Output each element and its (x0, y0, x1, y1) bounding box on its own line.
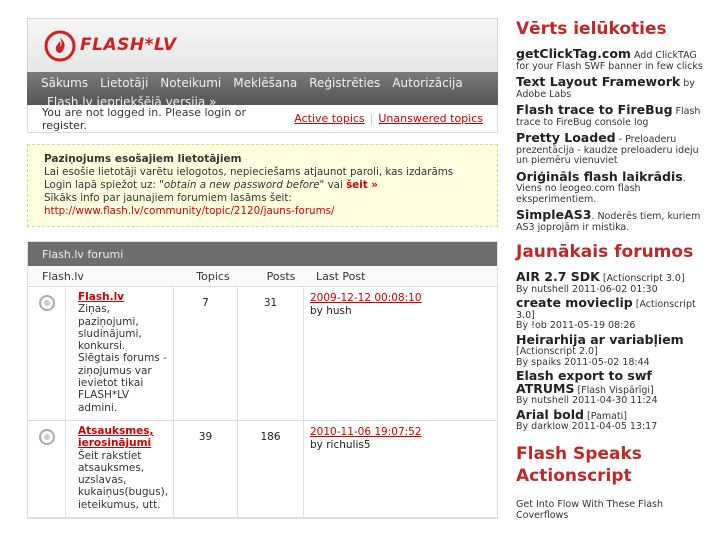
announcement-emphasis: "obtain a new password before" (159, 179, 325, 191)
nav-item-rules[interactable]: Noteikumi (160, 76, 222, 90)
topic-link[interactable]: Heirarhija ar variabļiem (516, 331, 684, 347)
forum-title-link[interactable]: Atsauksmes, ierosinājumi (78, 424, 154, 450)
forum-description: Šeit rakstiet atsauksmes, uzslavas, kukaiņus(bugus), ieteikumus, utt. (78, 449, 169, 511)
announcement-line: Login lapā spiežot uz: "obtain a new password before" vai šeit » (44, 179, 378, 191)
table-row (28, 421, 497, 518)
flash-speaks-title: Flash Speaks Actionscript (516, 443, 642, 486)
list-item: Heirarhija ar variabļiem [Actionscript 2.0] By spaiks 2011-05-02 18:44 (516, 331, 684, 368)
forum-table (27, 241, 498, 519)
login-message: You are not logged in. Please login or register. (42, 105, 247, 132)
nav-item-home[interactable]: Sākums (41, 76, 89, 90)
new-forum-info-link[interactable]: http://www.flash.lv/community/topic/2120/jauns-forums/ (44, 205, 335, 217)
nav-item-register[interactable]: Reģistrēties (309, 76, 381, 90)
post-count: 186 (238, 421, 304, 517)
announcement-box (27, 144, 498, 227)
active-topics-link[interactable]: Active topics (294, 112, 365, 125)
topic-meta: By darklow 2011-04-05 13:17 (516, 421, 658, 432)
header (27, 18, 498, 72)
column-topics: Topics (196, 269, 230, 283)
nav-item-search[interactable]: Meklēšana (233, 76, 298, 90)
worth-link[interactable]: SimpleAS3 (516, 207, 592, 222)
topic-meta: By !ob 2011-05-19 08:26 (516, 320, 636, 331)
list-item: Flash trace to FireBug Flash trace to FireBug console log (516, 102, 701, 128)
announcement-title: Paziņojums esošajiem lietotājiem (44, 153, 242, 165)
worth-link[interactable]: Flash trace to FireBug (516, 102, 673, 117)
topic-link[interactable]: create movieclip (516, 295, 633, 310)
unanswered-topics-link[interactable]: Unanswered topics (378, 112, 483, 125)
topic-link[interactable]: Elash export to swf ATRUMS (516, 368, 652, 396)
announcement-line: Sīkāks info par jaunajiem forumiem lasāms šeit: (44, 192, 292, 204)
list-item: Elash export to swf ATRUMS [Flash Vispārīgi] By nutshell 2011-04-30 11:24 (516, 368, 658, 406)
nav-item-login[interactable]: Autorizācija (392, 76, 463, 90)
main-column (27, 18, 498, 519)
last-post-author: by hush (310, 305, 352, 317)
column-forum: Flash.lv (42, 269, 84, 283)
post-count: 31 (238, 287, 304, 420)
table-row (28, 287, 497, 421)
list-item: Arial bold [Pamati] By darklow 2011-04-05 13:17 (516, 406, 658, 432)
worth-link[interactable]: Oriģināls flash laikrādis (516, 168, 683, 184)
list-item: Oriģināls flash laikrādis. Viens no leogeo.com flash eksperimentiem. (516, 168, 686, 205)
announcement-line: Lai esošie lietotāji varētu ielogotos, nepieciešams atjaunot paroli, kas izdarāms (44, 166, 454, 178)
sidebar (516, 18, 706, 521)
list-item: Pretty Loaded - Preloaderu prezentācija - kaudze preloaderu ideju un piemēru vienuviet (516, 130, 699, 166)
topic-count: 39 (174, 421, 238, 517)
list-item: getClickTag.com Add ClickTAG for your Flash SWF banner in few clicks (516, 46, 703, 72)
forum-status-icon (39, 429, 55, 445)
logo-text[interactable]: FLASH*LV (80, 35, 177, 55)
column-posts: Posts (266, 269, 296, 283)
flame-logo-icon[interactable] (44, 30, 76, 62)
list-item: SimpleAS3. Noderēs tiem, kuriem AS3 joprojām ir mistika. (516, 207, 701, 233)
last-post-author: by richulis5 (310, 438, 371, 451)
login-status-bar (27, 105, 498, 133)
latest-in-forums-title: Jaunākais forumos (516, 242, 694, 262)
topic-meta: By nutshell 2011-04-30 11:24 (516, 395, 658, 406)
column-last-post: Last Post (316, 269, 366, 283)
separator: | (369, 112, 374, 125)
worth-looking-title: Vērts ielūkoties (516, 19, 667, 39)
worth-link[interactable]: Pretty Loaded (516, 130, 616, 145)
topic-count: 7 (174, 287, 238, 420)
forum-title-link[interactable]: Flash.lv (78, 291, 125, 303)
list-item: AIR 2.7 SDK [Actionscript 3.0] By nutshell 2011-06-02 01:30 (516, 269, 685, 295)
main-nav (27, 72, 498, 109)
last-post-link[interactable]: 2010-11-06 19:07:52 (310, 425, 422, 438)
nav-item-previous-version[interactable]: Flash.lv iepriekšējā versija » (47, 95, 217, 109)
nav-item-users[interactable]: Lietotāji (100, 76, 149, 90)
here-link[interactable]: šeit » (346, 179, 378, 191)
forum-category-header: Flash.lv forumi (28, 242, 497, 266)
forum-column-headers (28, 266, 497, 287)
forum-status-icon (39, 295, 55, 311)
worth-link[interactable]: getClickTag.com (516, 46, 631, 61)
worth-link[interactable]: Text Layout Framework (516, 74, 681, 89)
list-item: Text Layout Framework by Adobe Labs (516, 74, 695, 100)
topic-link[interactable]: Arial bold (516, 406, 584, 422)
forum-description: Ziņas, paziņojumi, sludinājumi, konkursi. Slēgtais forums - ziņojumus var ievietot tikai FLASH*LV admini. (78, 303, 167, 414)
last-post-link[interactable]: 2009-12-12 00:08:10 (310, 292, 422, 304)
list-item: create movieclip [Actionscript 3.0] By !ob 2011-05-19 08:26 (516, 295, 696, 331)
topic-meta: By nutshell 2011-06-02 01:30 (516, 283, 658, 295)
topic-meta: By spaiks 2011-05-02 18:44 (516, 356, 650, 368)
article-link[interactable]: Get Into Flow With These Flash Coverflows (516, 498, 664, 521)
topic-link[interactable]: AIR 2.7 SDK (516, 269, 600, 284)
